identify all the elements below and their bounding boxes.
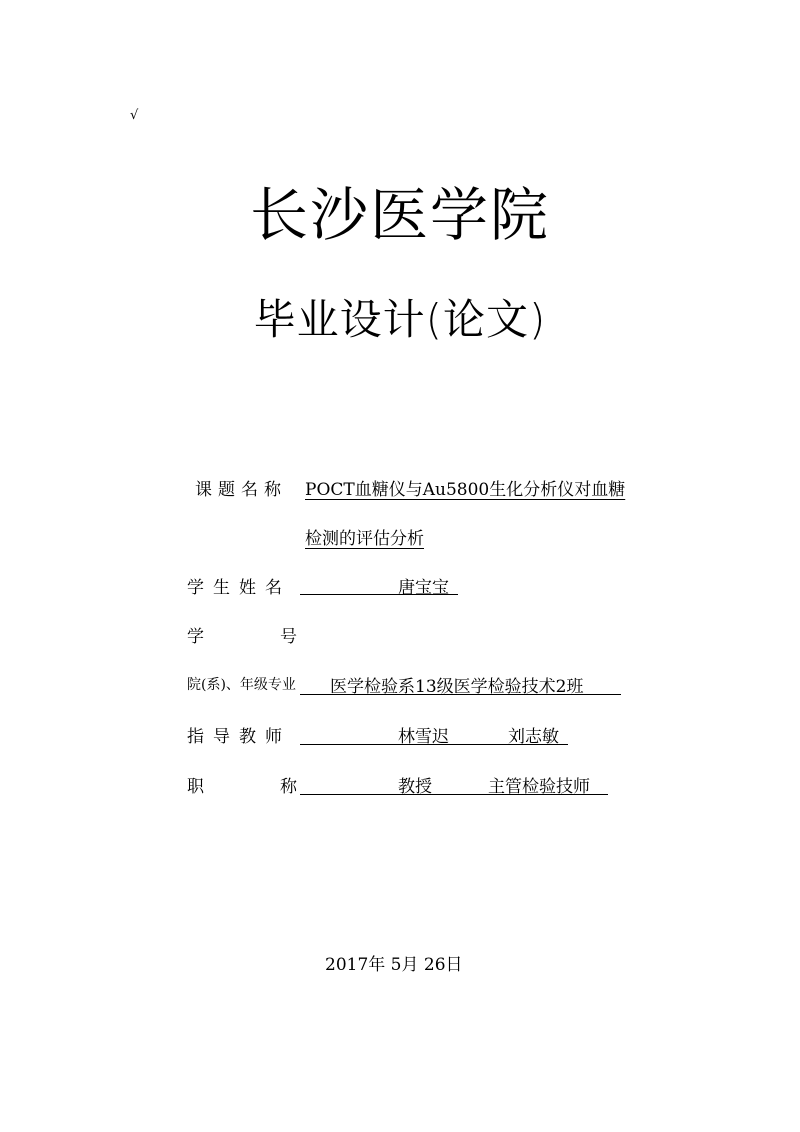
student-id-label: 学号 <box>187 627 373 647</box>
student-name-value: 唐宝宝 <box>398 578 449 598</box>
title-label: 课题名称 <box>195 480 287 500</box>
rank-label: 职称 <box>187 777 373 797</box>
advisor-label: 指导教师 <box>187 727 291 747</box>
student-name-label: 学生姓名 <box>187 578 291 598</box>
university-name: 长沙医学院 <box>249 181 550 249</box>
rank-value-1: 教授 <box>398 777 432 797</box>
rank-value-2: 主管检验技师 <box>488 777 590 797</box>
advisor-name-1: 林雪迟 <box>398 727 449 747</box>
document-type: 毕业设计(论文) <box>253 295 547 344</box>
submission-date: 2017年 5月 26日 <box>325 955 463 975</box>
title-value-line1: POCT血糖仪与Au5800生化分析仪对血糖 <box>305 480 626 500</box>
department-label: 院(系)、年级专业 <box>187 677 296 693</box>
title-value-line2: 检测的评估分析 <box>305 529 424 549</box>
check-mark: √ <box>130 108 139 123</box>
department-value: 医学检验系13级医学检验技术2班 <box>330 677 584 697</box>
advisor-name-2: 刘志敏 <box>508 727 559 747</box>
